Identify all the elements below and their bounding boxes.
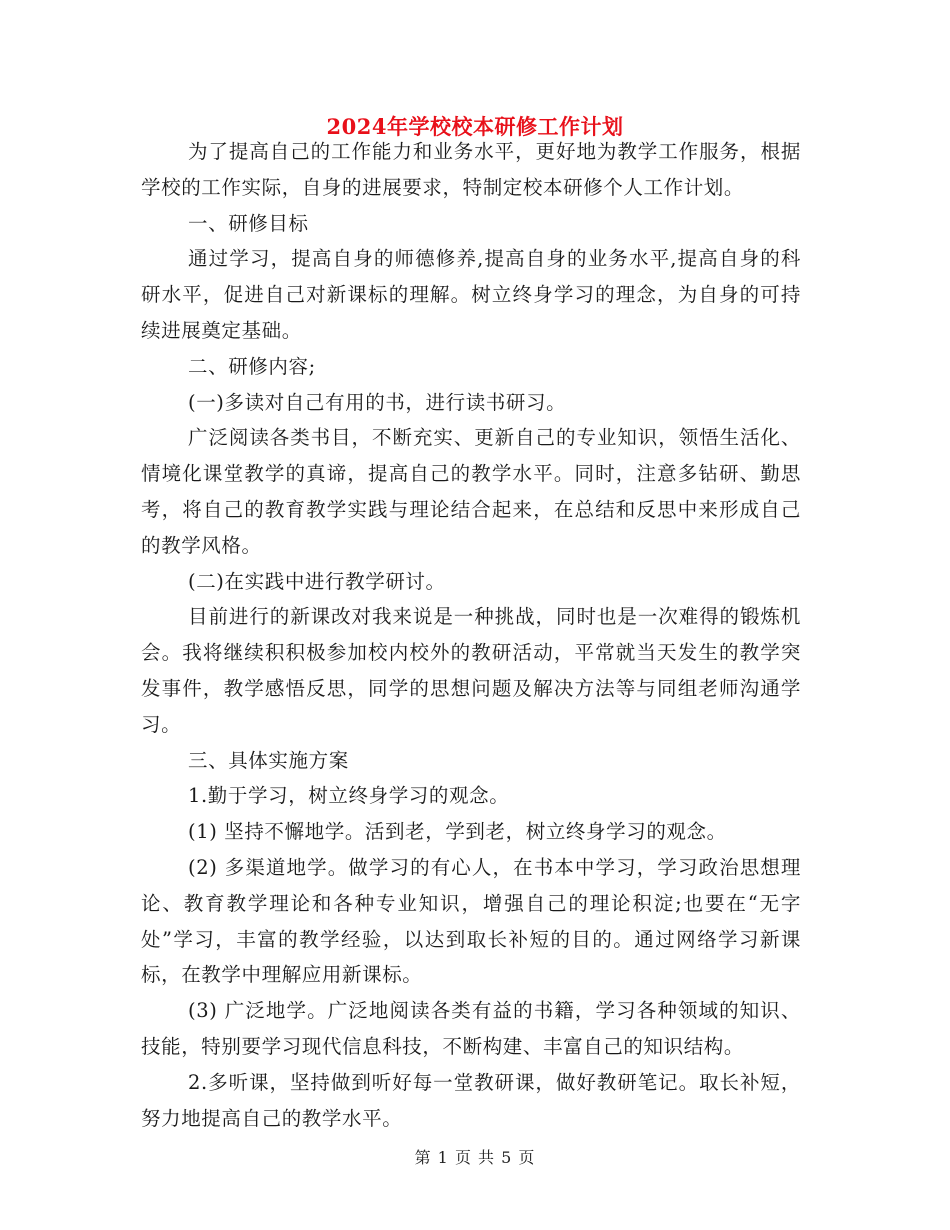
subheading-reading: (一)多读对自己有用的书，进行读书研习。 — [188, 390, 567, 414]
subitem-persist: (1) 坚持不懈地学。活到老，学到老，树立终身学习的观念。 — [188, 820, 727, 844]
subheading-practice: (二)在实践中进行教学研讨。 — [188, 569, 446, 593]
page-footer — [0, 1145, 950, 1168]
paragraph-reading: 广泛阅读各类书目，不断充实、更新自己的专业知识，领悟生活化、情境化课堂教学的真谛，提高自己的教学水平。同时，注意多钻研、勤思考，将自己的教育教学实践与理论结合起来，在总结和反思中来形成自己的教学风格。 — [141, 426, 801, 557]
page-number-label: 第 1 页 共 5 页 — [414, 1148, 536, 1167]
document-body — [141, 134, 801, 1136]
paragraph-practice: 目前进行的新课改对我来说是一种挑战，同时也是一次难得的锻炼机会。我将继续积积极参加校内校外的教研活动，平常就当天发生的教学突发事件，教学感悟反思，同学的思想问题及解决方法等与同组老师沟通学习。 — [141, 605, 801, 736]
item-attend-classes: 2.多听课，坚持做到听好每一堂教研课，做好教研笔记。取长补短，努力地提高自己的教学水平。 — [141, 1070, 801, 1130]
paragraph-intro: 为了提高自己的工作能力和业务水平，更好地为教学工作服务，根据学校的工作实际，自身的进展要求，特制定校本研修个人工作计划。 — [141, 140, 801, 199]
document-title: 2024年学校校本研修工作计划 — [326, 114, 624, 139]
heading-content: 二、研修内容; — [188, 354, 316, 378]
subitem-channels: (2) 多渠道地学。做学习的有心人，在书本中学习，学习政治思想理论、教育教学理论和各种专业知识，增强自己的理论积淀;也要在“无字处”学习，丰富的教学经验，以达到取长补短的目的。通过网络学习新课标，在教学中理解应用新课标。 — [141, 855, 801, 987]
subitem-broad: (3) 广泛地学。广泛地阅读各类有益的书籍，学习各种领域的知识、技能，特别要学习现代信息科技，不断构建、丰富自己的知识结构。 — [141, 999, 801, 1058]
heading-goals: 一、研修目标 — [188, 211, 309, 235]
heading-plan: 三、具体实施方案 — [188, 748, 349, 772]
paragraph-goals: 通过学习，提高自身的师德修养,提高自身的业务水平,提高自身的科研水平，促进自己对新课标的理解。树立终身学习的理念，为自身的可持续进展奠定基础。 — [141, 247, 801, 342]
item-study: 1.勤于学习，树立终身学习的观念。 — [188, 784, 510, 808]
